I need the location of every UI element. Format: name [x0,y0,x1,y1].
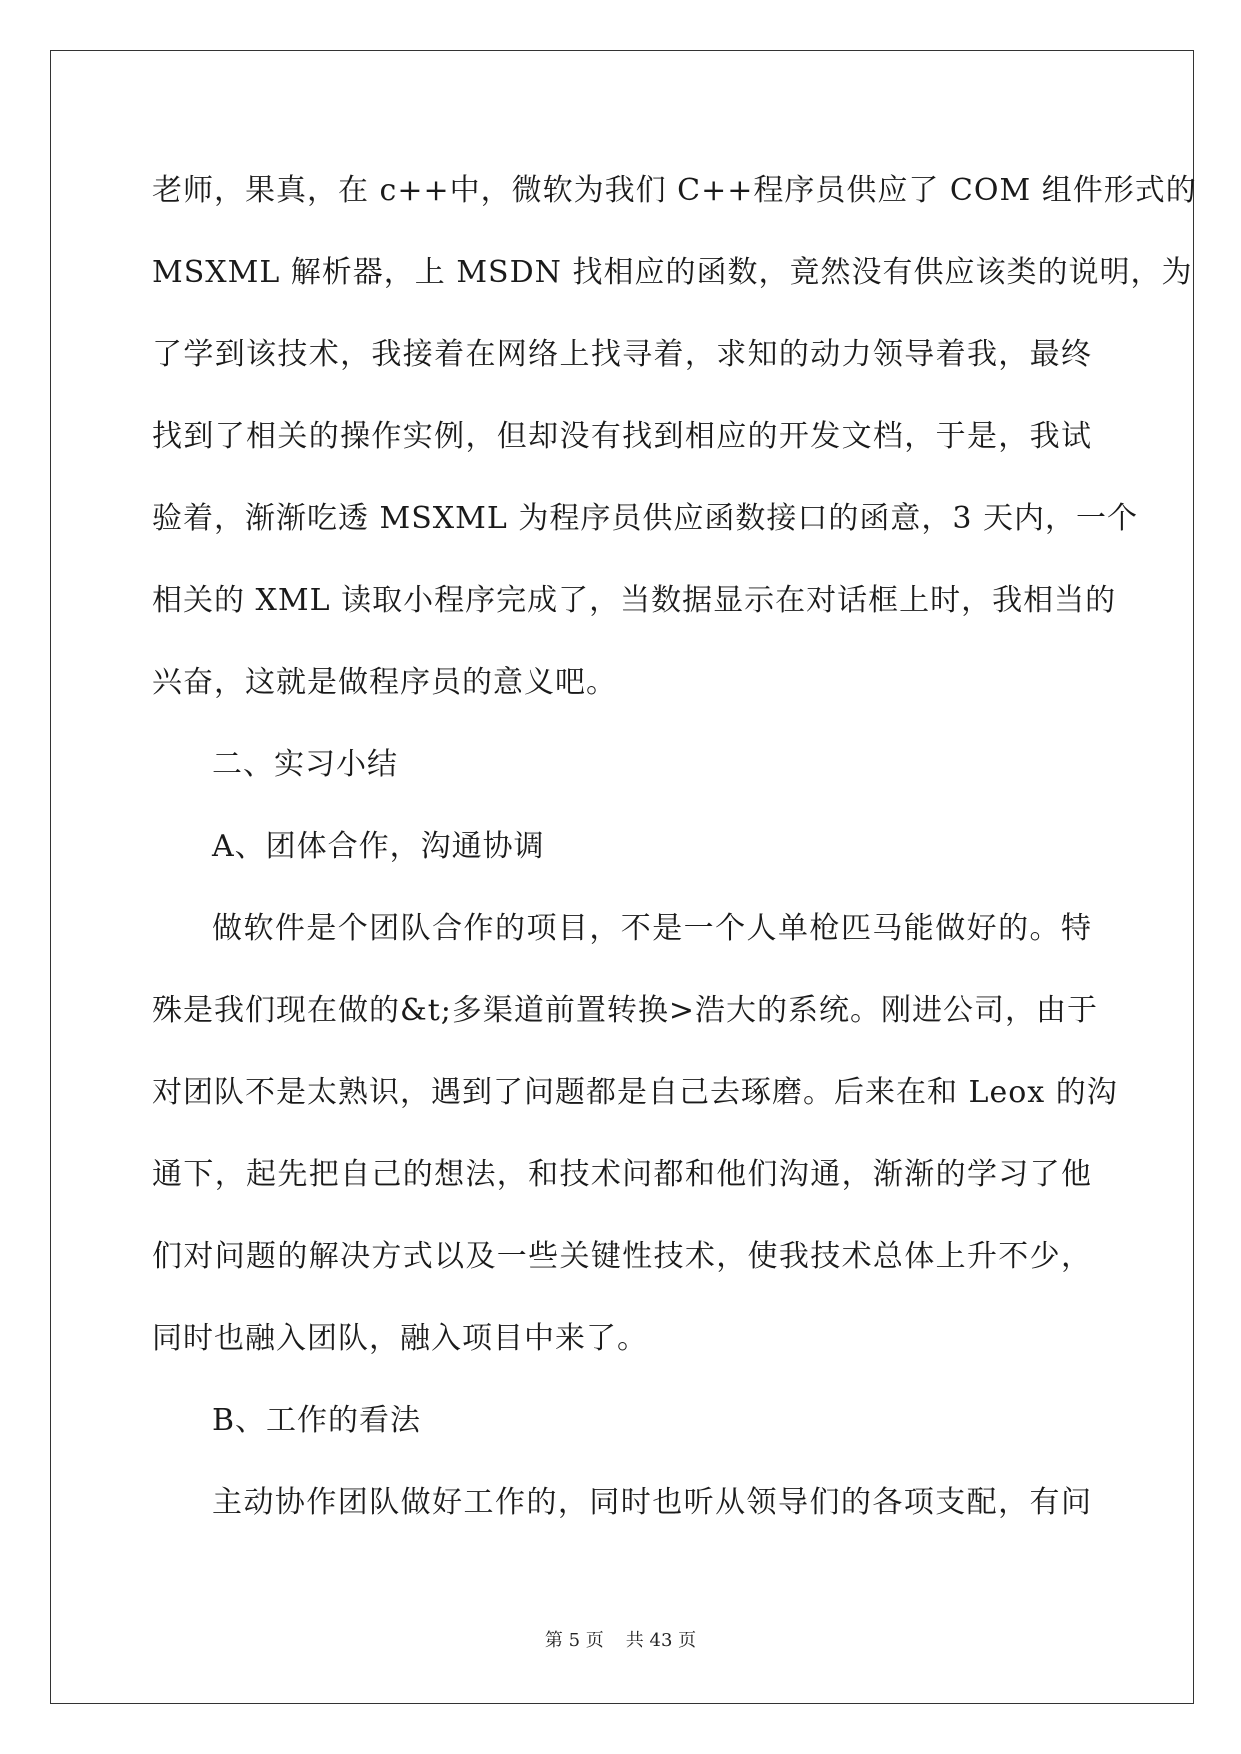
text-line: 做软件是个团队合作的项目，不是一个人单枪匹马能做好的。特 [212,911,1092,946]
text-line: 对团队不是太熟识，遇到了问题都是自己去琢磨。后来在和 Leox 的沟 [152,1075,1118,1110]
subsection-heading: B、工作的看法 [212,1403,422,1438]
text-line: 们对问题的解决方式以及一些关键性技术，使我技术总体上升不少， [152,1239,1092,1274]
text-line: 了学到该技术，我接着在网络上找寻着，求知的动力领导着我，最终 [152,337,1092,372]
text-line: 验着，渐渐吃透 MSXML 为程序员供应函数接口的函意，3 天内，一个 [152,501,1138,536]
text-line: 殊是我们现在做的&t;多渠道前置转换>浩大的系统。刚进公司，由于 [152,993,1099,1028]
page-footer [0,1626,1241,1652]
text-line: 通下，起先把自己的想法，和技术问都和他们沟通，渐渐的学习了他 [152,1157,1092,1192]
text-line: 兴奋，这就是做程序员的意义吧。 [152,665,617,700]
text-line: 相关的 XML 读取小程序完成了，当数据显示在对话框上时，我相当的 [152,583,1117,618]
text-line: 找到了相关的操作实例，但却没有找到相应的开发文档，于是，我试 [152,419,1092,454]
total-pages: 共 43 页 [625,1630,697,1651]
document-body [152,150,1197,1544]
text-line: 主动协作团队做好工作的，同时也听从领导们的各项支配，有问 [212,1485,1092,1520]
text-line: 同时也融入团队，融入项目中来了。 [152,1321,648,1356]
page-number: 第 5 页 [544,1630,604,1651]
text-line: MSXML 解析器，上 MSDN 找相应的函数，竟然没有供应该类的说明，为 [152,255,1193,290]
section-heading: 二、实习小结 [212,747,398,782]
text-line: 老师，果真，在 c++中，微软为我们 C++程序员供应了 COM 组件形式的 [152,173,1197,208]
subsection-heading: A、团体合作，沟通协调 [212,829,545,864]
